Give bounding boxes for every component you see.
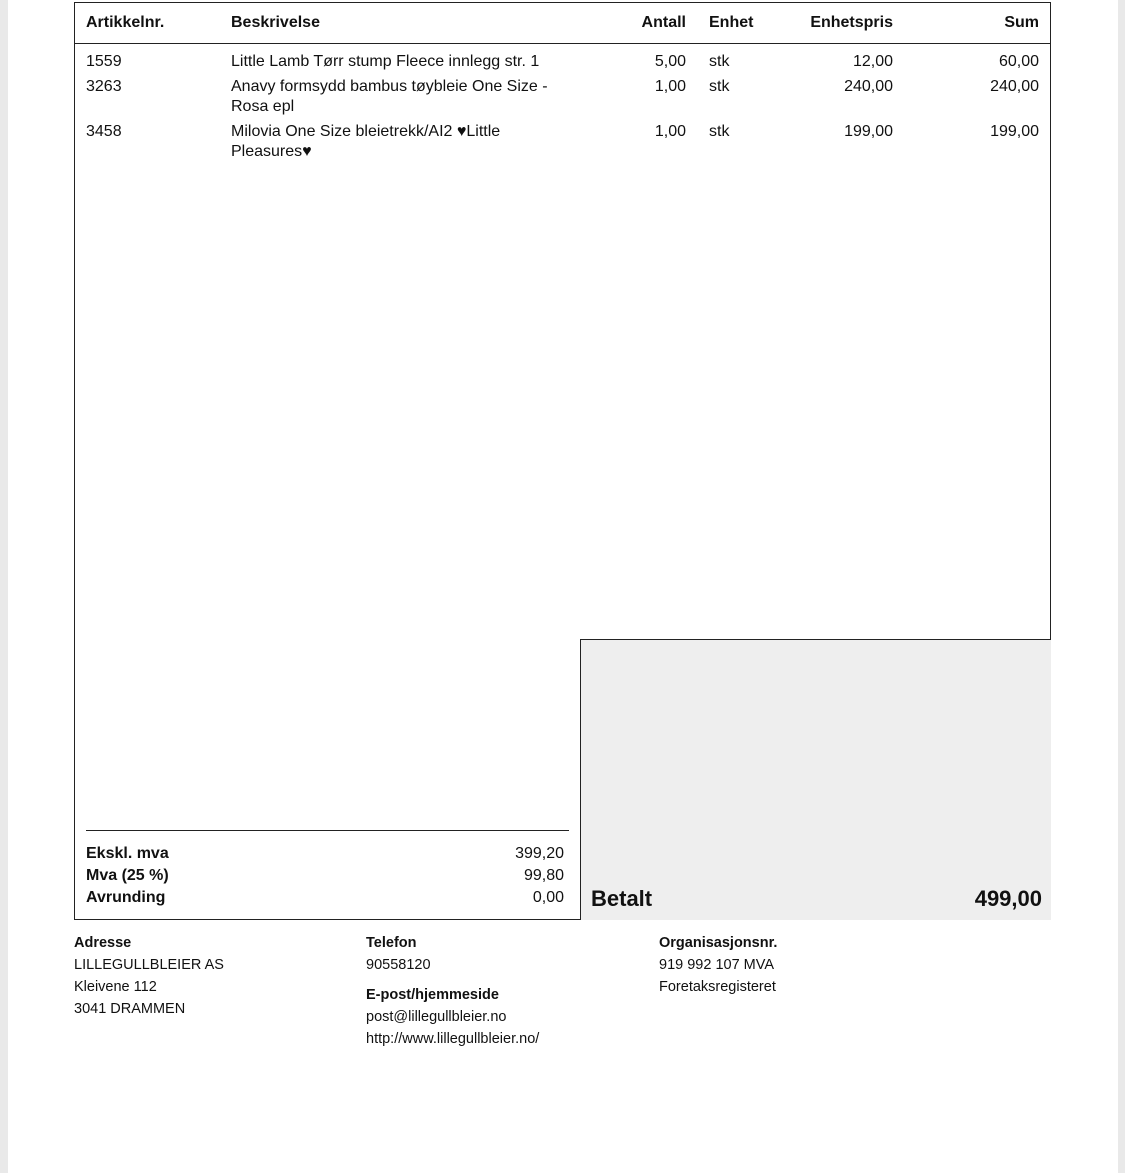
footer-email[interactable]: post@lillegullbleier.no — [366, 1009, 507, 1025]
footer-postal-city: 3041 DRAMMEN — [74, 1001, 186, 1017]
header-enhetspris: Enhetspris — [810, 14, 893, 31]
header-antall: Antall — [641, 14, 686, 31]
betalt-label: Betalt — [591, 886, 653, 911]
footer-organization — [659, 932, 777, 998]
footer-spacer — [366, 976, 539, 984]
paid-summary-box — [580, 639, 1051, 920]
footer-address — [74, 932, 224, 1020]
cell-antall: 1,00 — [654, 123, 686, 140]
cell-enhet: stk — [709, 53, 730, 70]
cell-artikkelnr: 3458 — [86, 123, 122, 140]
footer-org-number: 919 992 107 MVA — [659, 957, 775, 973]
cell-enhetspris: 240,00 — [844, 78, 893, 95]
total-avrunding-label: Avrunding — [86, 889, 166, 906]
cell-antall: 1,00 — [654, 78, 686, 95]
betalt-value: 499,00 — [974, 886, 1042, 911]
footer-phone-heading: Telefon — [366, 935, 417, 951]
cell-artikkelnr: 1559 — [86, 53, 122, 70]
total-ekskl-value: 399,20 — [515, 845, 564, 862]
header-artikkelnr: Artikkelnr. — [86, 14, 165, 31]
footer-street: Kleivene 112 — [74, 979, 157, 995]
total-ekskl-label: Ekskl. mva — [86, 845, 169, 862]
invoice-table-frame — [74, 2, 1051, 920]
cell-beskrivelse: Anavy formsydd bambus tøybleie One Size - Rosa epl — [231, 78, 548, 115]
cell-sum: 60,00 — [998, 53, 1039, 70]
cell-beskrivelse: Milovia One Size bleietrekk/AI2 ♥Little Pleasures♥ — [231, 123, 501, 160]
total-avrunding-value: 0,00 — [532, 889, 564, 906]
footer-email-heading: E-post/hjemmeside — [366, 987, 499, 1003]
cell-sum: 199,00 — [990, 123, 1039, 140]
cell-antall: 5,00 — [654, 53, 686, 70]
cell-enhet: stk — [709, 78, 730, 95]
footer-org-register: Foretaksregisteret — [659, 979, 776, 995]
cell-enhet: stk — [709, 123, 730, 140]
footer-contact — [366, 932, 539, 1050]
cell-enhetspris: 12,00 — [852, 53, 893, 70]
table-header — [75, 3, 1050, 44]
header-beskrivelse: Beskrivelse — [231, 14, 320, 31]
cell-sum: 240,00 — [990, 78, 1039, 95]
header-sum: Sum — [1004, 14, 1039, 31]
invoice-page — [8, 0, 1118, 1173]
footer-org-heading: Organisasjonsnr. — [659, 935, 778, 951]
footer-address-heading: Adresse — [74, 935, 132, 951]
totals-divider — [86, 830, 569, 831]
footer-phone-number: 90558120 — [366, 957, 431, 973]
total-mva-value: 99,80 — [523, 867, 564, 884]
cell-enhetspris: 199,00 — [844, 123, 893, 140]
cell-artikkelnr: 3263 — [86, 78, 122, 95]
footer-company-name: LILLEGULLBLEIER AS — [74, 957, 224, 973]
cell-beskrivelse: Little Lamb Tørr stump Fleece innlegg str. 1 — [231, 53, 540, 70]
footer-website[interactable]: http://www.lillegullbleier.no/ — [366, 1031, 540, 1047]
total-mva-label: Mva (25 %) — [86, 867, 169, 884]
header-enhet: Enhet — [709, 14, 754, 31]
